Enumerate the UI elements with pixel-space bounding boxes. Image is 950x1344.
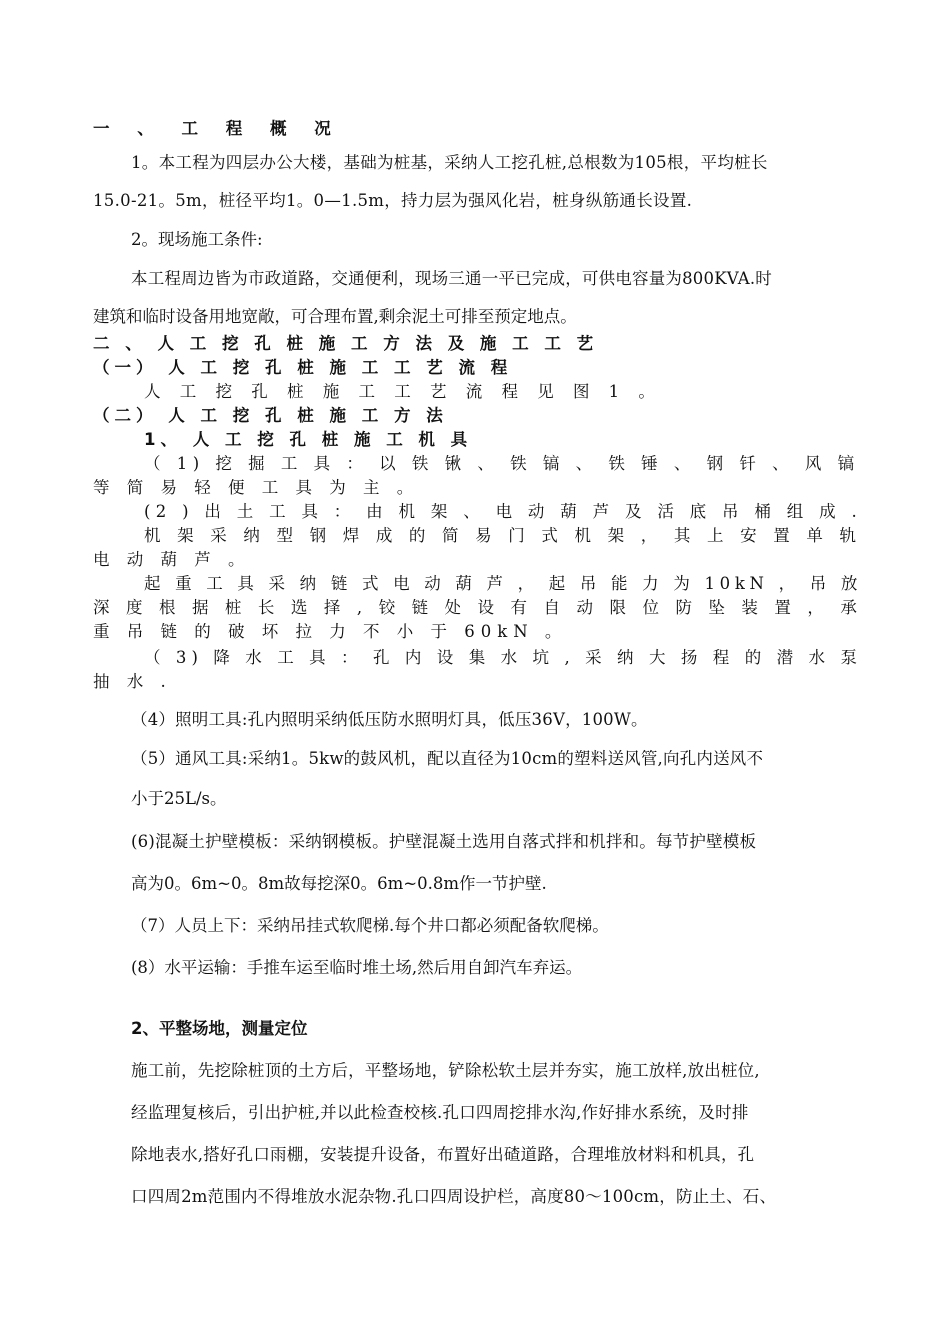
paragraph-line: （7）人员上下：采纳吊挂式软爬梯.每个井口都必须配备软爬梯。	[131, 916, 609, 935]
paragraph-line: （5）通风工具:采纳1。5kw的鼓风机，配以直径为10cm的塑料送风管,向孔内送风不	[131, 749, 764, 768]
paragraph-line: 高为0。6m~0。8m故每挖深0。6m~0.8m作一节护壁.	[131, 874, 547, 893]
paragraph-line: 人 工 挖 孔 桩 施 工 工 艺 流 程 见 图 1 。	[144, 382, 662, 401]
subsection-heading-method: （二） 人 工 挖 孔 桩 施 工 方 法	[93, 406, 448, 425]
paragraph-line: (8）水平运输：手推车运至临时堆土场,然后用自卸汽车弃运。	[131, 958, 583, 977]
paragraph-line: 抽 水 .	[93, 672, 172, 691]
paragraph-line: （ 1) 挖 掘 工 具 ： 以 铁 锹 、 铁 镐 、 铁 锤 、 钢 钎 、 风 镐	[144, 454, 860, 473]
paragraph-line: 深 度 根 据 桩 长 选 择 , 铰 链 处 设 有 自 动 限 位 防 坠 装 置 ， 承	[93, 598, 863, 617]
paragraph-line: 1。本工程为四层办公大楼，基础为桩基，采纳人工挖孔桩,总根数为105根，平均桩长	[131, 153, 768, 172]
paragraph-line: （4）照明工具:孔内照明采纳低压防水照明灯具，低压36V，100W。	[131, 710, 648, 729]
section-heading-overview: 一 、 工 程 概 况	[93, 119, 342, 138]
paragraph-line: 电 动 葫 芦 。	[93, 550, 251, 569]
survey-heading: 2、平整场地，测量定位	[131, 1019, 308, 1038]
paragraph-line: 本工程周边皆为市政道路，交通便利，现场三通一平已完成，可供电容量为800KVA.时	[131, 269, 772, 288]
paragraph-title: 2。现场施工条件:	[131, 230, 263, 249]
paragraph-line: 机 架 采 纳 型 钢 焊 成 的 简 易 门 式 机 架 ， 其 上 安 置 单 轨	[144, 526, 862, 545]
paragraph-line: 施工前，先挖除桩顶的土方后，平整场地，铲除松软土层并夯实，施工放样,放出桩位,	[131, 1061, 760, 1080]
paragraph-line: 15.0-21。5m，桩径平均1。0—1.5m，持力层为强风化岩，桩身纵筋通长设置.	[93, 191, 693, 210]
paragraph-line: (2 ) 出 土 工 具 ： 由 机 架 、 电 动 葫 芦 及 活 底 吊 桶 组 成 .	[144, 502, 863, 521]
paragraph-line: 经监理复核后，引出护桩,并以此检查校核.孔口四周挖排水沟,作好排水系统，及时排	[131, 1103, 749, 1122]
paragraph-line: 小于25L/s。	[131, 789, 227, 808]
subsection-heading-process: （一） 人 工 挖 孔 桩 施 工 工 艺 流 程	[93, 358, 513, 377]
paragraph-line: 口四周2m范围内不得堆放水泥杂物.孔口四周设护栏，高度80～100cm，防止土、石、	[131, 1187, 777, 1206]
paragraph-line: 等 简 易 轻 便 工 具 为 主 。	[93, 478, 420, 497]
paragraph-line: 建筑和临时设备用地宽敞，可合理布置,剩余泥土可排至预定地点。	[93, 307, 577, 326]
paragraph-line: 重 吊 链 的 破 坏 拉 力 不 小 于 60kN 。	[93, 622, 568, 641]
paragraph-line: (6)混凝土护壁模板：采纳钢模板。护壁混凝土选用自落式拌和机拌和。每节护壁模板	[131, 832, 757, 851]
paragraph-line: 起 重 工 具 采 纳 链 式 电 动 葫 芦 ， 起 吊 能 力 为 10kN ， 吊 放	[144, 574, 863, 593]
paragraph-line: （ 3) 降 水 工 具 ： 孔 内 设 集 水 坑 , 采 纳 大 扬 程 的 潜 水 泵	[144, 648, 863, 667]
tools-heading: 1、 人 工 挖 孔 桩 施 工 机 具	[144, 430, 473, 449]
section-heading-methods: 二 、 人 工 挖 孔 桩 施 工 方 法 及 施 工 工 艺	[93, 334, 599, 353]
paragraph-line: 除地表水,搭好孔口雨棚，安装提升设备，布置好出碴道路，合理堆放材料和机具，孔	[131, 1145, 755, 1164]
